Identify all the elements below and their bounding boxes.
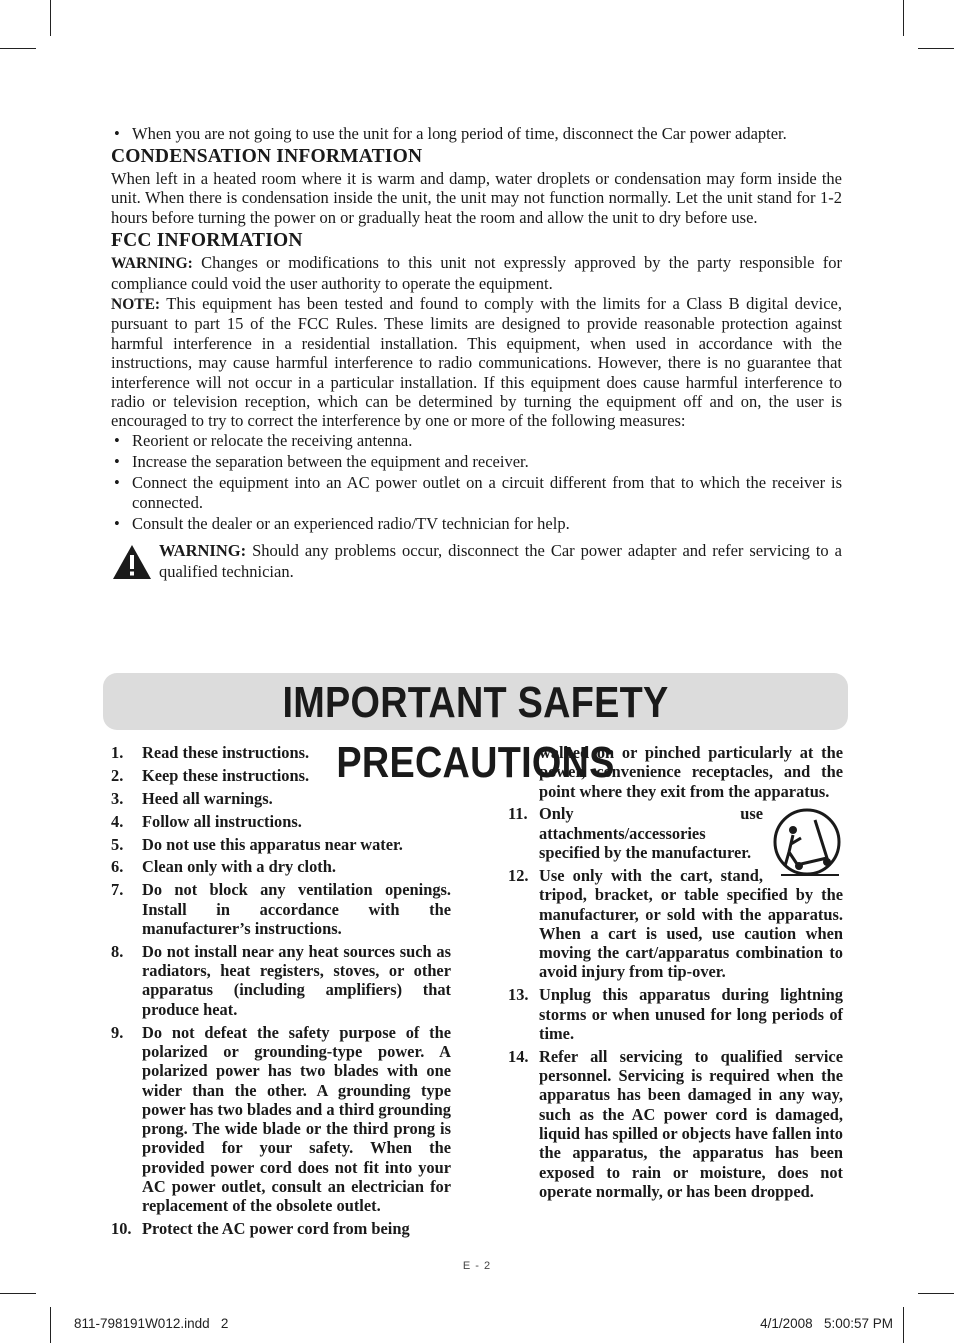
measure-item: • Connect the equipment into an AC power outlet on a circuit different from that to which the receiver is connected.	[111, 473, 842, 513]
list-item: 10. Protect the AC power cord from being	[111, 1219, 410, 1239]
crop-mark	[0, 48, 36, 49]
list-item: 3. Heed all warnings.	[111, 788, 273, 808]
list-item: 8. Do not install near any heat sources such as radiators, heat registers, stoves, or other apparatus (including amplifiers) that produce heat.	[111, 941, 451, 1019]
final-warning-label: WARNING:	[159, 540, 247, 560]
crop-mark	[50, 0, 51, 36]
list-item: 4. Follow all instructions.	[111, 811, 302, 831]
final-warning-text: Should any problems occur, disconnect the Car power adapter and refer servicing to a qualified technician.	[159, 540, 842, 582]
list-item: 14. Refer all servicing to qualified service personnel. Servicing is required when the apparatus has been damaged in any way, such as the AC power cord is damaged, liquid has spilled or objects have fallen into the apparatus, the apparatus has been exposed to rain or moisture, does not operate normally, or has been dropped.	[508, 1046, 843, 1201]
list-item-continued: walked on or pinched particularly at the power, convenience receptacles, and the point where they exit from the apparatus.	[539, 743, 843, 801]
measure-item: • Increase the separation between the equipment and receiver.	[111, 452, 842, 472]
fcc-warning	[111, 253, 842, 293]
crop-mark	[50, 1307, 51, 1343]
condensation-body: When left in a heated room where it is warm and damp, water droplets or condensation may form inside the unit. When there is condensation inside the unit, the unit may not function normally. Let the unit stand for 1-2 hours before turning the power on or gradually heat the room and allow the unit to dry before use.	[111, 169, 842, 227]
safety-list-right	[508, 743, 843, 1205]
fcc-warning-label: WARNING:	[111, 255, 193, 273]
fcc-heading: FCC INFORMATION	[111, 230, 303, 252]
final-warning	[111, 540, 842, 583]
list-item: 9. Do not defeat the safety purpose of the polarized or grounding-type power. A polarized power has two blades with one wider than the other. A grounding type power has two blades and a third grounding prong. The wide blade or the third prong is provided for your safety. When the provided power cord does not fit into your AC power outlet, consult an electrician for replacement of the obsolete outlet.	[111, 1022, 451, 1216]
measure-item: • Consult the dealer or an experienced radio/TV technician for help.	[111, 514, 842, 534]
fcc-note	[111, 294, 842, 431]
crop-mark	[903, 1307, 904, 1343]
crop-mark	[0, 1293, 36, 1294]
fcc-warning-text: Changes or modifications to this unit not expressly approved by the party responsible for compliance could void the user authority to operate the equipment.	[111, 253, 842, 293]
list-item: 1. Read these instructions.	[111, 743, 310, 762]
fcc-note-text: This equipment has been tested and found to comply with the limits for a Class B digital device, pursuant to part 15 of the FCC Rules. These limits are designed to provide reasonable protection against harmful interference in a residential installation. This equipment, when used in accordance with the instructions, may cause harmful interference to radio communications. However, there is no guarantee that interference will not occur in a particular installation. If this equipment does cause harmful interference to radio or television reception, which can be determined by turning the equipment off and on, the user is encouraged to try to correct the interference by one or more of the following measures:	[111, 294, 842, 431]
unplug-bullet: • When you are not going to use the unit for a long period of time, disconnect the Car power adapter.	[111, 124, 842, 144]
measure-item: • Reorient or relocate the receiving antenna.	[111, 431, 842, 451]
crop-mark	[903, 0, 904, 36]
safety-list-left	[111, 743, 451, 1242]
file-slug: 811-798191W012.indd 2	[74, 1316, 229, 1331]
warning-triangle-icon	[112, 544, 152, 580]
crop-mark	[918, 48, 954, 49]
list-item: 6. Clean only with a dry cloth.	[111, 857, 336, 877]
page-number: E - 2	[462, 1260, 492, 1272]
fcc-note-label: NOTE:	[111, 296, 161, 314]
list-item: 7. Do not block any ventilation openings. Install in accordance with the manufacturer’s instructions.	[111, 880, 451, 938]
safety-title: IMPORTANT SAFETY PRECAUTIONS	[282, 678, 669, 787]
list-item: 5. Do not use this apparatus near water.	[111, 834, 403, 854]
print-timestamp: 4/1/2008 5:00:57 PM	[760, 1316, 893, 1331]
condensation-heading: CONDENSATION INFORMATION	[111, 146, 423, 167]
list-item: 12. Use only with the cart, stand, tripod, bracket, or table specified by the manufacturer, or sold with the apparatus. When a cart is used, use caution when moving the cart/apparatus combination to avoid injury from tip-over.	[508, 865, 843, 982]
list-item: 11. Only use attachments/accessories specified by the manufacturer.	[508, 804, 843, 862]
list-item: 2. Keep these instructions.	[111, 765, 310, 785]
list-item: 13. Unplug this apparatus during lightning storms or when unused for long periods of time.	[508, 985, 843, 1043]
top-section	[111, 124, 842, 583]
crop-mark	[918, 1293, 954, 1294]
